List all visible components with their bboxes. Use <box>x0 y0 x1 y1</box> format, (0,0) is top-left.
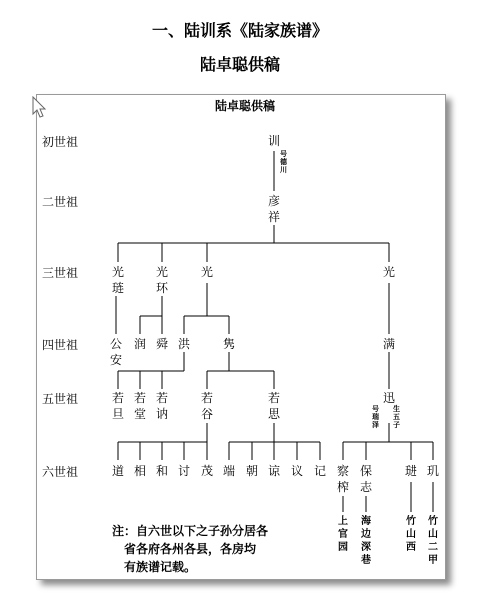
gen6-name-10: 记 <box>313 464 326 478</box>
gen6-name-3: 和 <box>155 464 168 478</box>
gen6-name-9: 议 <box>290 464 303 478</box>
gen4-name-6: 满 <box>382 337 395 351</box>
gen5-note-a: 号瑞泽 <box>372 405 379 429</box>
gen3-name-4: 光 <box>382 265 395 279</box>
gen5-name-6: 迅 <box>382 391 395 405</box>
footnote-line-2: 省各府各州各县，各房均 <box>124 542 257 556</box>
gen5-name-5: 若思 <box>267 391 280 421</box>
gen6-name-8: 谅 <box>267 464 280 478</box>
footnote-line-3: 有族谱记载。 <box>124 560 197 574</box>
gen5-name-1: 若旦 <box>111 391 124 421</box>
gen4-name-4: 洪 <box>177 337 190 351</box>
gen3-name-1: 光琏 <box>111 265 124 295</box>
gen3-name-2: 光环 <box>155 265 168 295</box>
generation-label-6: 六世祖 <box>42 465 79 479</box>
gen5-note-b: 生五子 <box>393 405 400 429</box>
generation-label-4: 四世祖 <box>42 338 79 352</box>
generation-label-5: 五世祖 <box>42 392 79 406</box>
footnote-line-1: 注：自六世以下之子孙分居各 <box>112 524 269 538</box>
document-heading: 一、陆训系《陆家族谱》 <box>151 21 328 40</box>
gen6-name-4: 讨 <box>177 464 190 478</box>
document-subheading: 陆卓聪供稿 <box>199 55 280 74</box>
branch-location-3: 竹山西 <box>406 516 416 553</box>
branch-location-4: 竹山二甲 <box>428 516 438 566</box>
gen4-name-3: 舜 <box>155 337 168 351</box>
ancestor-xun-note: 号德川 <box>280 150 287 174</box>
gen3-name-3: 光 <box>200 265 213 279</box>
gen5-name-3: 若讷 <box>155 391 168 421</box>
generation-label-2: 二世祖 <box>42 195 79 209</box>
gen4-name-1: 公安 <box>109 337 122 367</box>
gen4-name-5: 隽 <box>222 337 235 351</box>
gen6-name-1: 道 <box>111 464 124 478</box>
branch-location-1: 上官园 <box>338 516 348 553</box>
gen6-name-12: 保志 <box>359 464 372 494</box>
gen5-name-2: 若堂 <box>133 391 146 421</box>
gen6-name-13: 琎 <box>404 464 417 478</box>
gen6-name-6: 端 <box>222 464 235 478</box>
generation-label-1: 初世祖 <box>42 135 79 149</box>
gen6-name-5: 茂 <box>200 464 213 478</box>
gen6-name-7: 朝 <box>245 464 258 478</box>
panel-title: 陆卓聪供稿 <box>214 99 275 113</box>
branch-location-2: 海边深巷 <box>361 516 371 566</box>
gen6-name-2: 相 <box>133 464 146 478</box>
gen6-name-14: 玑 <box>426 464 439 478</box>
ancestor-xun: 训 <box>267 134 280 148</box>
ancestor-yanxiang: 彦祥 <box>267 194 280 224</box>
gen5-name-4: 若谷 <box>200 391 213 421</box>
gen6-name-11: 察榨 <box>336 464 349 494</box>
gen4-name-2: 润 <box>133 337 146 351</box>
generation-label-3: 三世祖 <box>42 266 79 280</box>
